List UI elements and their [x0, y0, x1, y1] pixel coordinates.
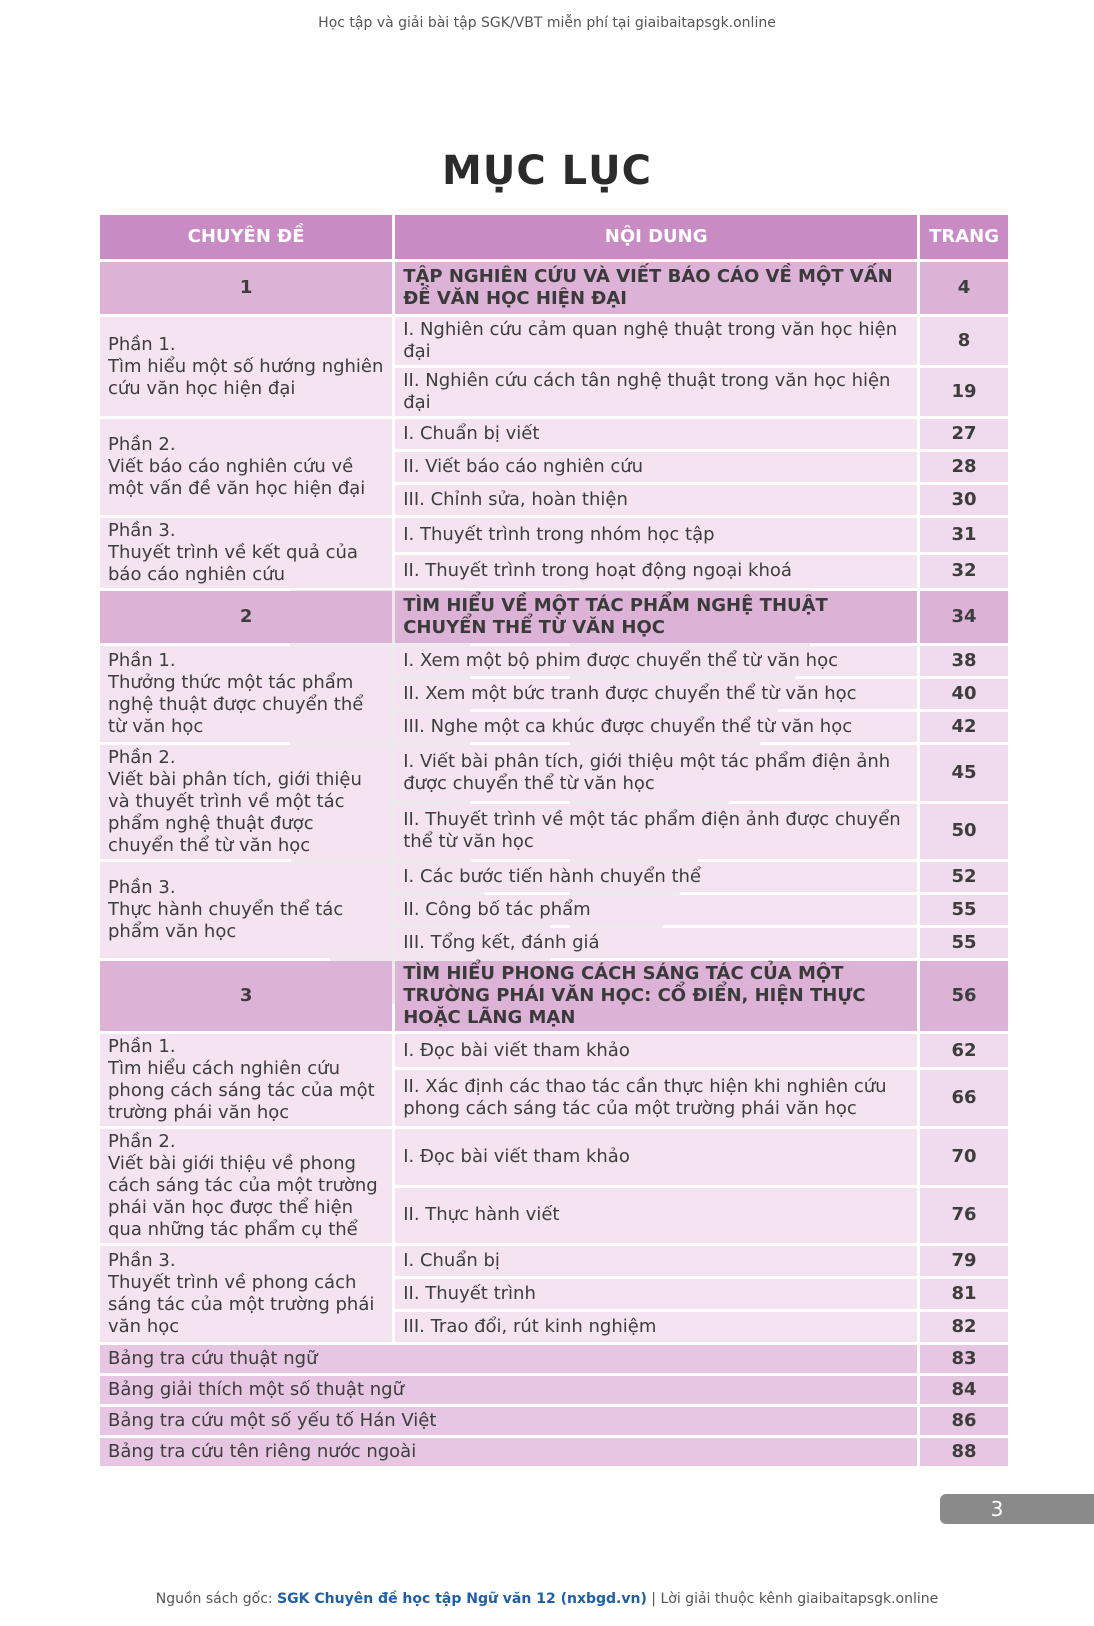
content-item: III. Nghe một ca khúc được chuyển thể từ văn học — [395, 712, 917, 742]
content-item: I. Chuẩn bị viết — [395, 419, 917, 449]
content-page: 42 — [920, 712, 1008, 742]
content-page: 62 — [920, 1034, 1008, 1067]
content-item: III. Trao đổi, rút kinh nghiệm — [395, 1312, 917, 1342]
content-page: 28 — [920, 452, 1008, 482]
content-page: 81 — [920, 1279, 1008, 1309]
appendix-row — [100, 1407, 1008, 1435]
appendix-page: 83 — [920, 1345, 1008, 1373]
content-page: 55 — [920, 895, 1008, 925]
content-item: I. Viết bài phân tích, giới thiệu một tác phẩm điện ảnh được chuyển thể từ văn học — [395, 745, 917, 801]
header-topic: CHUYÊN ĐỀ — [100, 215, 392, 259]
content-item: II. Công bố tác phẩm — [395, 895, 917, 925]
appendix-row — [100, 1376, 1008, 1404]
part-label: Phần 3. Thuyết trình về phong cách sáng tác của một trường phái văn học — [100, 1246, 392, 1342]
part-label: Phần 1. Thưởng thức một tác phẩm nghệ thuật được chuyển thể từ văn học — [100, 646, 392, 742]
topic-row — [100, 262, 1008, 314]
topic-row — [100, 961, 1008, 1031]
content-item: I. Đọc bài viết tham khảo — [395, 1034, 917, 1067]
content-page: 27 — [920, 419, 1008, 449]
content-item: III. Chỉnh sửa, hoàn thiện — [395, 485, 917, 515]
part-label: Phần 2. Viết báo cáo nghiên cứu về một vấn đề văn học hiện đại — [100, 419, 392, 515]
part-label: Phần 3. Thuyết trình về kết quả của báo cáo nghiên cứu — [100, 518, 392, 588]
topic-row — [100, 591, 1008, 643]
content-item: II. Nghiên cứu cách tân nghệ thuật trong văn học hiện đại — [395, 368, 917, 416]
content-item: I. Nghiên cứu cảm quan nghệ thuật trong văn học hiện đại — [395, 317, 917, 365]
header-content: NỘI DUNG — [395, 215, 917, 259]
content-page: 31 — [920, 518, 1008, 552]
content-page: 52 — [920, 862, 1008, 892]
content-row — [100, 1129, 1008, 1185]
page-number-badge: 3 — [940, 1494, 1094, 1524]
part-label: Phần 1. Tìm hiểu một số hướng nghiên cứu văn học hiện đại — [100, 317, 392, 416]
topic-number: 2 — [100, 591, 392, 643]
content-item: II. Thuyết trình trong hoạt động ngoại khoá — [395, 555, 917, 589]
content-item: II. Thuyết trình về một tác phẩm điện ảnh được chuyển thể từ văn học — [395, 804, 917, 860]
content-row — [100, 862, 1008, 892]
topic-page: 34 — [920, 591, 1008, 643]
content-item: I. Các bước tiến hành chuyển thể — [395, 862, 917, 892]
content-page: 76 — [920, 1188, 1008, 1244]
content-row — [100, 518, 1008, 552]
content-row — [100, 745, 1008, 801]
topic-number: 1 — [100, 262, 392, 314]
content-item: III. Tổng kết, đánh giá — [395, 928, 917, 958]
topic-page: 56 — [920, 961, 1008, 1031]
content-page: 79 — [920, 1246, 1008, 1276]
content-page: 70 — [920, 1129, 1008, 1185]
part-label: Phần 2. Viết bài giới thiệu về phong cách sáng tác của một trường phái văn học được thể hiện qua những tác phẩm cụ thể — [100, 1129, 392, 1243]
footer-prefix: Nguồn sách gốc: — [155, 1591, 278, 1607]
content-item: I. Đọc bài viết tham khảo — [395, 1129, 917, 1185]
content-page: 55 — [920, 928, 1008, 958]
toc-body — [100, 262, 1008, 1466]
appendix-item: Bảng tra cứu một số yếu tố Hán Việt — [100, 1407, 917, 1435]
page-title: MỤC LỤC — [442, 148, 652, 194]
content-page: 45 — [920, 745, 1008, 801]
topic-title: TÌM HIỂU VỀ MỘT TÁC PHẨM NGHỆ THUẬT CHUYỂN THỂ TỪ VĂN HỌC — [395, 591, 917, 643]
topic-number: 3 — [100, 961, 392, 1031]
header-page: TRANG — [920, 215, 1008, 259]
content-page: 82 — [920, 1312, 1008, 1342]
top-header: Học tập và giải bài tập SGK/VBT miễn phí tại giaibaitapsgk.online — [318, 15, 776, 31]
topic-title: TẬP NGHIÊN CỨU VÀ VIẾT BÁO CÁO VỀ MỘT VẤN ĐỀ VĂN HỌC HIỆN ĐẠI — [395, 262, 917, 314]
toc-table — [97, 212, 1011, 1469]
appendix-row — [100, 1345, 1008, 1373]
content-page: 19 — [920, 368, 1008, 416]
appendix-item: Bảng tra cứu thuật ngữ — [100, 1345, 917, 1373]
content-row — [100, 317, 1008, 365]
appendix-page: 88 — [920, 1438, 1008, 1466]
part-label: Phần 1. Tìm hiểu cách nghiên cứu phong cách sáng tác của một trường phái văn học — [100, 1034, 392, 1126]
content-item: II. Thuyết trình — [395, 1279, 917, 1309]
content-item: I. Chuẩn bị — [395, 1246, 917, 1276]
content-row — [100, 1246, 1008, 1276]
footer — [0, 1591, 1094, 1607]
content-page: 8 — [920, 317, 1008, 365]
content-page: 50 — [920, 804, 1008, 860]
content-row — [100, 646, 1008, 676]
content-item: II. Xác định các thao tác cần thực hiện khi nghiên cứu phong cách sáng tác của một trường phái văn học — [395, 1070, 917, 1126]
content-page: 66 — [920, 1070, 1008, 1126]
appendix-item: Bảng giải thích một số thuật ngữ — [100, 1376, 917, 1404]
topic-title: TÌM HIỂU PHONG CÁCH SÁNG TÁC CỦA MỘT TRƯỜNG PHÁI VĂN HỌC: CỔ ĐIỂN, HIỆN THỰC HOẶC LÃNG MẠN — [395, 961, 917, 1031]
content-item: II. Xem một bức tranh được chuyển thể từ văn học — [395, 679, 917, 709]
content-item: II. Viết báo cáo nghiên cứu — [395, 452, 917, 482]
part-label: Phần 2. Viết bài phân tích, giới thiệu và thuyết trình về một tác phẩm nghệ thuật được chuyển thể từ văn học — [100, 745, 392, 859]
part-label: Phần 3. Thực hành chuyển thể tác phẩm văn học — [100, 862, 392, 958]
appendix-page: 86 — [920, 1407, 1008, 1435]
appendix-page: 84 — [920, 1376, 1008, 1404]
content-row — [100, 419, 1008, 449]
appendix-row — [100, 1438, 1008, 1466]
toc-header-row — [100, 215, 1008, 259]
content-item: II. Thực hành viết — [395, 1188, 917, 1244]
content-page: 40 — [920, 679, 1008, 709]
topic-page: 4 — [920, 262, 1008, 314]
appendix-item: Bảng tra cứu tên riêng nước ngoài — [100, 1438, 917, 1466]
content-page: 38 — [920, 646, 1008, 676]
footer-source-link[interactable]: SGK Chuyên đề học tập Ngữ văn 12 (nxbgd.vn) — [277, 1591, 647, 1607]
footer-suffix: | Lời giải thuộc kênh giaibaitapsgk.online — [646, 1591, 939, 1607]
content-page: 32 — [920, 555, 1008, 589]
content-row — [100, 1034, 1008, 1067]
content-item: I. Thuyết trình trong nhóm học tập — [395, 518, 917, 552]
content-item: I. Xem một bộ phim được chuyển thể từ văn học — [395, 646, 917, 676]
content-page: 30 — [920, 485, 1008, 515]
